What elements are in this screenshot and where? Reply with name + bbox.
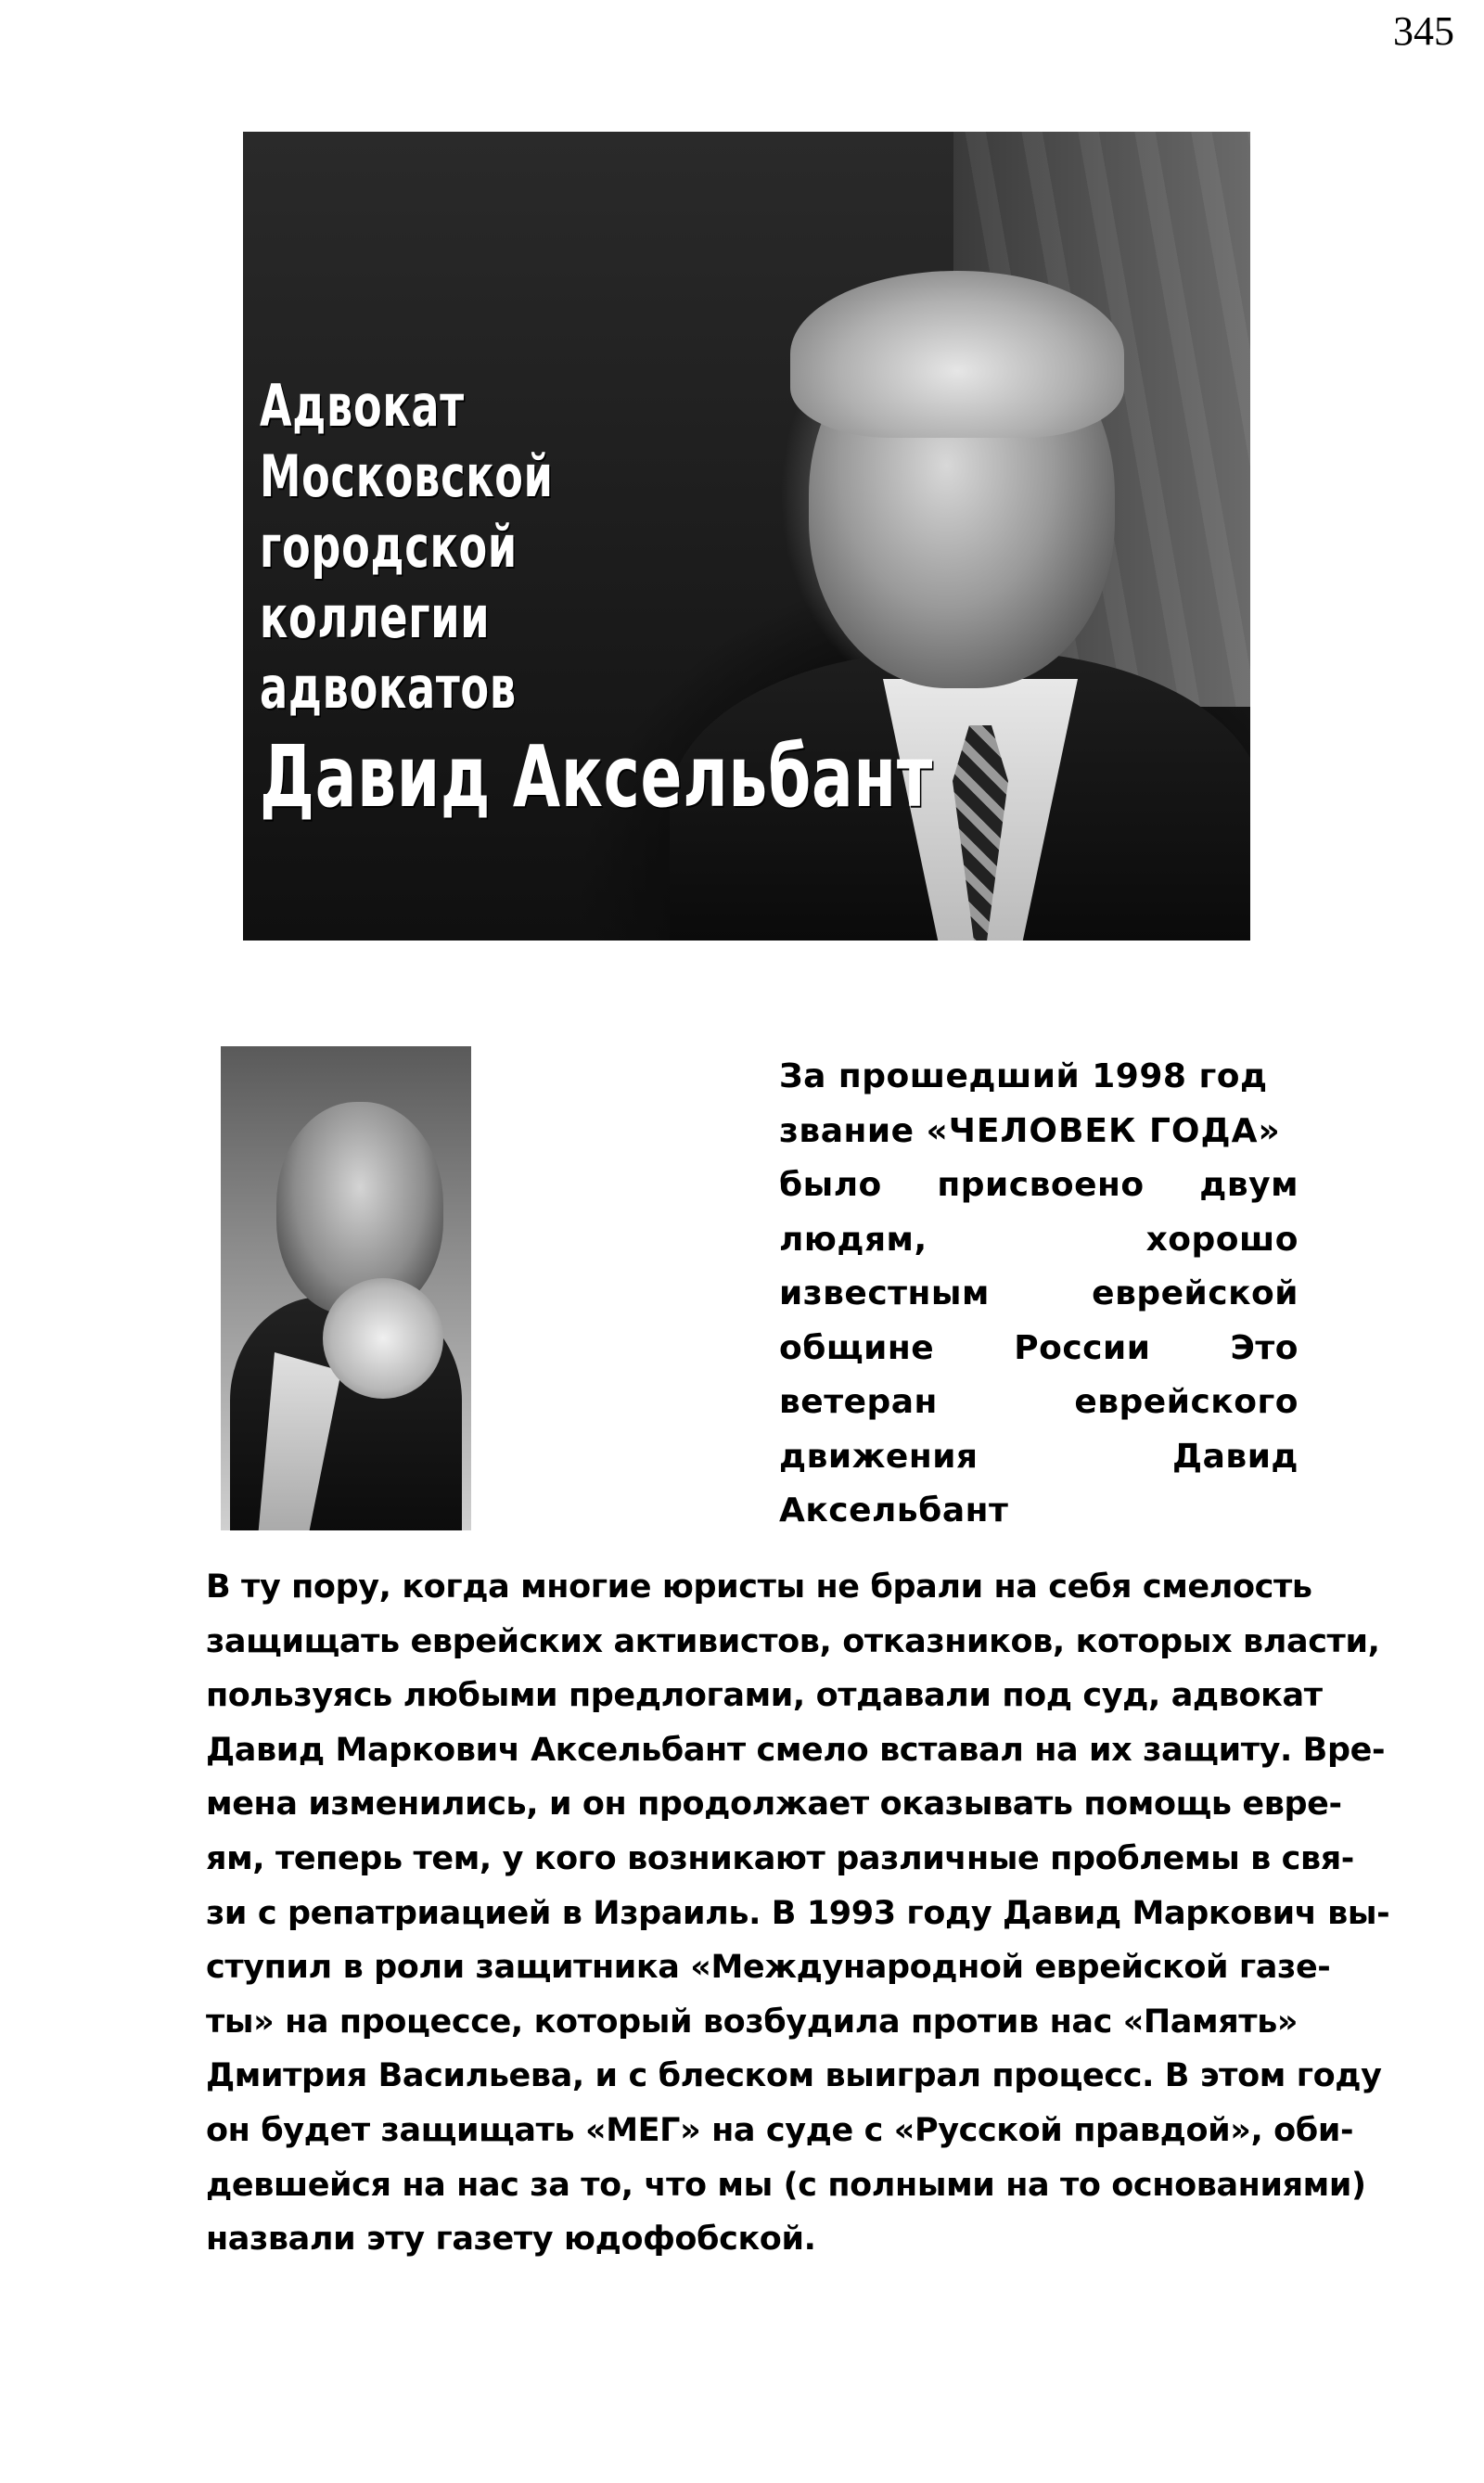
intro-rest: было присвоено двум людям, хорошо известным еврейской общине России Это ветеран еврейского движения Давид Аксельбант bbox=[779, 1166, 1298, 1529]
caption-line: коллегии bbox=[260, 583, 491, 651]
caption-line: городской bbox=[260, 513, 518, 581]
body-line: ты» на процессе, который возбудила против нас «Память» bbox=[206, 2003, 1298, 2041]
intro-paragraph bbox=[779, 1050, 1298, 1539]
caption-line: Адвокат bbox=[260, 372, 465, 440]
body-line: девшейся на нас за то, что мы (с полными на то основаниями) bbox=[206, 2166, 1366, 2204]
body-line: мена изменились, и он продолжает оказывать помощь евре- bbox=[206, 1785, 1342, 1824]
caption-name: Давид Аксельбант bbox=[260, 727, 934, 826]
body-line: В ту пору, когда многие юристы не брали на себя смелость bbox=[206, 1568, 1312, 1606]
intro-line-2-prefix: звание bbox=[779, 1111, 927, 1150]
person-of-year-title: «ЧЕЛОВЕК ГОДА» bbox=[926, 1111, 1281, 1150]
body-line: зи с репатриацией в Израиль. В 1993 году Давид Маркович вы- bbox=[206, 1894, 1390, 1932]
body-line: ям, теперь тем, у кого возникают различные проблемы в свя- bbox=[206, 1839, 1354, 1877]
body-line: он будет защищать «МЕГ» на суде с «Русской правдой», оби- bbox=[206, 2111, 1354, 2149]
caption-line: адвокатов bbox=[260, 654, 517, 722]
body-line: пользуясь любыми предлогами, отдавали под суд, адвокат bbox=[206, 1677, 1323, 1715]
body-line: Дмитрия Васильева, и с блеском выиграл процесс. В этом году bbox=[206, 2057, 1382, 2095]
intro-line-1: За прошедший 1998 год bbox=[779, 1057, 1268, 1095]
small-photo-hand bbox=[323, 1278, 443, 1399]
body-line: Давид Маркович Аксельбант смело вставал на их защиту. Вре- bbox=[206, 1731, 1386, 1769]
portrait-photo-large bbox=[243, 132, 1250, 941]
portrait-photo-small bbox=[221, 1046, 471, 1530]
page-number: 345 bbox=[1393, 8, 1454, 54]
body-line: назвали эту газету юдофобской. bbox=[206, 2221, 816, 2259]
body-line: защищать еврейских активистов, отказников, которых власти, bbox=[206, 1622, 1380, 1660]
body-paragraph bbox=[206, 1560, 1390, 2267]
photo-caption bbox=[260, 371, 933, 824]
body-line: ступил в роли защитника «Международной еврейской газе- bbox=[206, 1949, 1331, 1987]
caption-line: Московской bbox=[260, 442, 554, 510]
